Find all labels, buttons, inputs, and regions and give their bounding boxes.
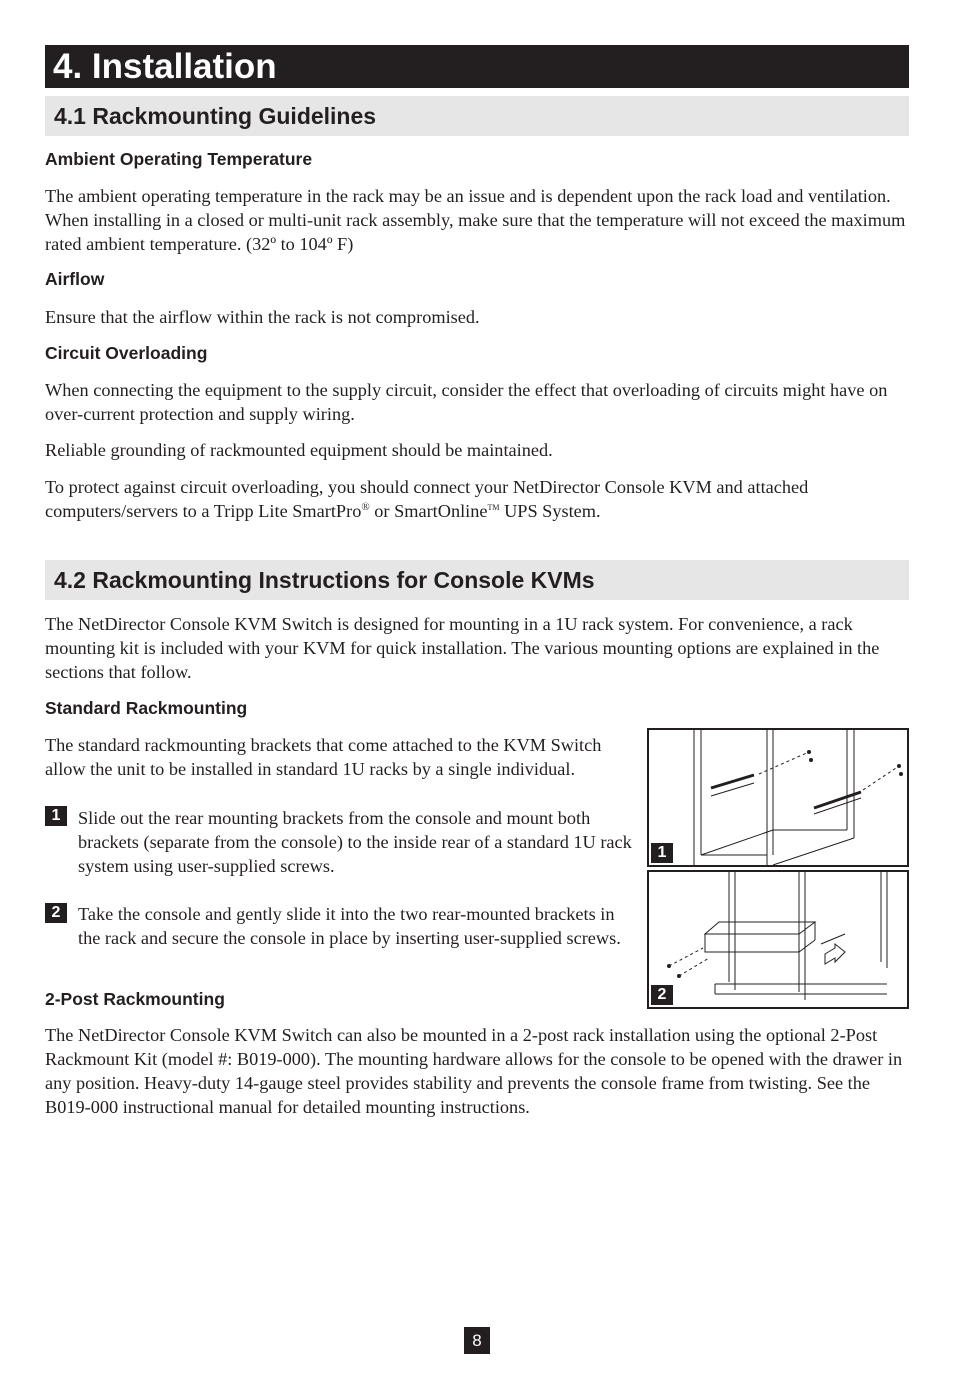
paragraph-ambient-temperature: The ambient operating temperature in the rack may be an issue and is dependent upon the rack load and ventilation. When installing in a closed or multi-unit rack assembly, make sure that the temperature will not exceed the maximum rated ambient temperature. (32º to 104º F) <box>45 186 906 254</box>
section-title-console-kvms: 4.2 Rackmounting Instructions for Console KVMs <box>45 560 909 600</box>
circuit-text-part-3: UPS System. <box>499 501 601 521</box>
section-title-rackmounting-guidelines: 4.1 Rackmounting Guidelines <box>45 96 909 136</box>
figure-step-2 <box>647 870 909 1009</box>
heading-circuit-overloading: Circuit Overloading <box>45 343 208 363</box>
paragraph-airflow: Ensure that the airflow within the rack is not compromised. <box>45 307 480 327</box>
chapter-title: 4. Installation <box>45 45 909 88</box>
step-text-1: Slide out the rear mounting brackets from the console and mount both brackets (separate from the console) to the inside rear of a standard 1U rack system using user-supplied screws. <box>78 808 632 876</box>
circuit-text-part-1: To protect against circuit overloading, you should connect your NetDirector Console KVM and attached computers/servers to a Tripp Lite SmartPro <box>45 477 809 521</box>
heading-2-post-rackmounting: 2-Post Rackmounting <box>45 989 225 1009</box>
heading-airflow: Airflow <box>45 269 105 289</box>
figure-label-2: 2 <box>651 985 673 1005</box>
figure-step-1 <box>647 728 909 867</box>
heading-standard-rackmounting: Standard Rackmounting <box>45 698 248 718</box>
paragraph-2-post-rackmounting: The NetDirector Console KVM Switch can also be mounted in a 2-post rack installation using the optional 2-Post Rackmount Kit (model #: B019-000). The mounting hardware allows for the console to be opened with the drawer in any position. Heavy-duty 14-gauge steel provides stability and prevents the console frame from twisting. See the B019-000 instructional manual for detailed mounting instructions. <box>45 1025 903 1117</box>
paragraph-circuit-2: Reliable grounding of rackmounted equipment should be maintained. <box>45 440 553 460</box>
trademark-mark: TM <box>487 502 500 512</box>
paragraph-circuit-3 <box>45 475 911 523</box>
step-number-1: 1 <box>45 806 67 826</box>
circuit-text-part-2: or SmartOnline <box>369 501 488 521</box>
step-number-2: 2 <box>45 903 67 923</box>
registered-mark: ® <box>361 500 370 513</box>
page-number: 8 <box>464 1327 490 1354</box>
paragraph-section2-intro: The NetDirector Console KVM Switch is designed for mounting in a 1U rack system. For convenience, a rack mounting kit is included with your KVM for quick installation. The various mounting options are explained in the sections that follow. <box>45 614 880 682</box>
step-text-2: Take the console and gently slide it into the two rear-mounted brackets in the rack and secure the console in place by inserting user-supplied screws. <box>78 904 621 948</box>
heading-ambient-temperature: Ambient Operating Temperature <box>45 149 313 169</box>
console-slide-illustration <box>649 872 907 1007</box>
rack-bracket-illustration <box>649 730 907 865</box>
figure-label-1: 1 <box>651 843 673 863</box>
paragraph-standard-rackmounting: The standard rackmounting brackets that come attached to the KVM Switch allow the unit to be installed in standard 1U racks by a single individual. <box>45 735 602 779</box>
paragraph-circuit-1: When connecting the equipment to the supply circuit, consider the effect that overloading of circuits might have on over-current protection and supply wiring. <box>45 380 888 424</box>
